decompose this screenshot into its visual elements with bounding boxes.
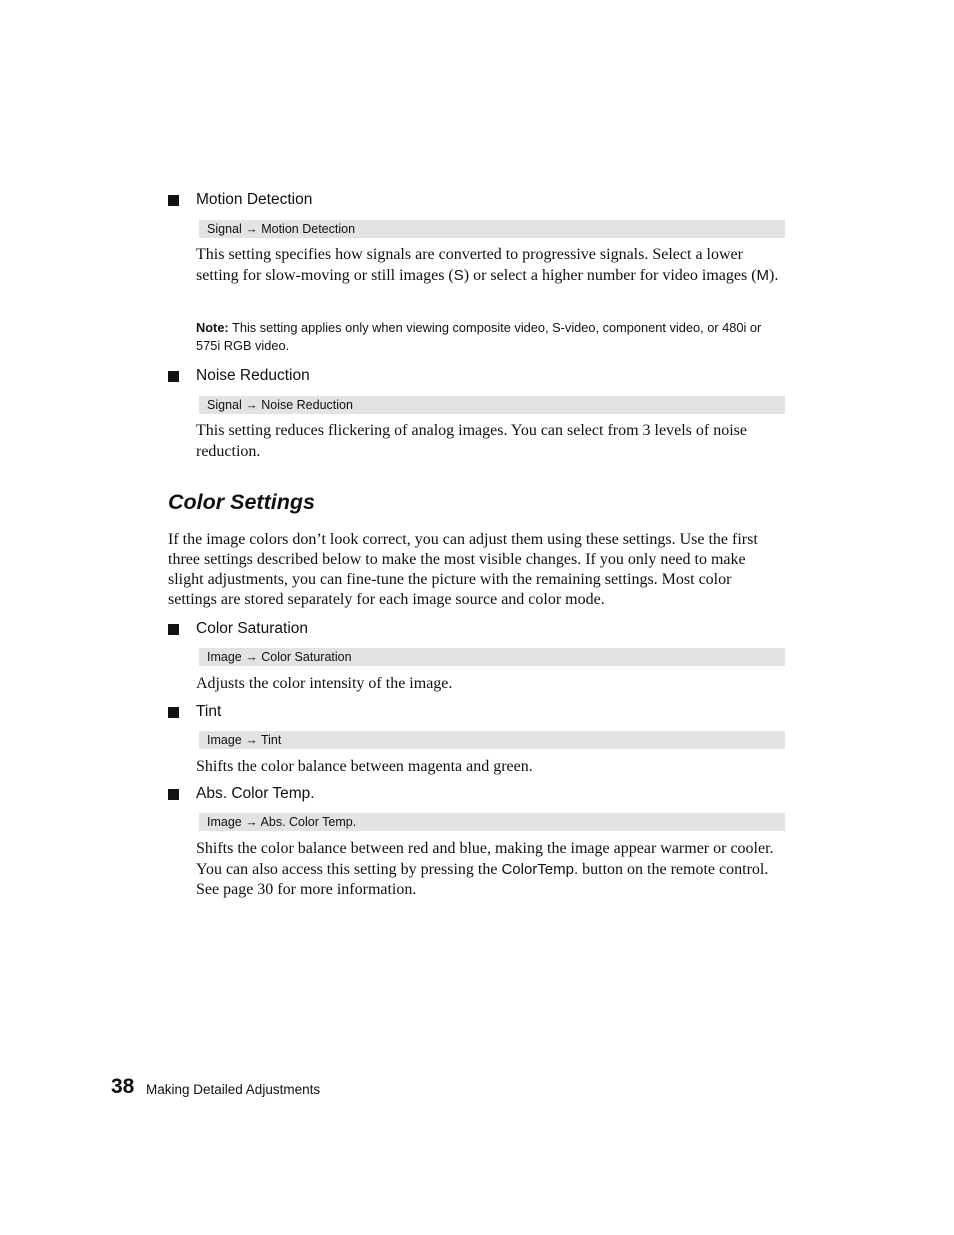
color-settings-intro: If the image colors don’t look correct, you can adjust them using these settings. Use the first three settings described below to make the most visible changes. If you only need to make slight adjustments, you can fine-tune the picture with the remaining settings. Most color settings are stored separately for each image source and color mode.: [168, 531, 758, 608]
motion-detection-label: Motion Detection: [196, 191, 313, 208]
menu-path-root: Signal: [207, 222, 242, 236]
bullet-icon: [168, 789, 179, 800]
description-text: Shifts the color balance between red and blue, making the image appear warmer or cooler. You can also access this setting by pressing the: [196, 840, 774, 878]
section-title: Color Settings: [168, 490, 315, 514]
motion-detection-heading: [168, 191, 312, 209]
bullet-icon: [168, 195, 179, 206]
setting-value-m: M: [756, 266, 770, 284]
description-text: ) or select a higher number for video images (: [463, 266, 757, 284]
abs-color-temp-label: Abs. Color Temp.: [196, 785, 315, 802]
description-text: button on the remote control. See page 30 for more information.: [196, 860, 769, 898]
chapter-title: Making Detailed Adjustments: [146, 1082, 321, 1097]
noise-reduction-description: This setting reduces flickering of analog images. You can select from 3 levels of noise reduction.: [196, 422, 747, 460]
menu-path-root: Image: [207, 733, 242, 747]
bullet-icon: [168, 371, 179, 382]
tint-menu-path: [199, 731, 785, 749]
menu-path-root: Image: [207, 815, 242, 829]
menu-path-item: Tint: [260, 733, 282, 747]
bullet-icon: [168, 707, 179, 718]
color-saturation-menu-path: [199, 648, 785, 666]
page-number: 38: [111, 1075, 135, 1098]
colortemp-button-name: ColorTemp.: [501, 860, 579, 878]
menu-path-item: Abs. Color Temp.: [260, 815, 357, 829]
color-saturation-heading: [168, 620, 308, 638]
menu-path-item: Color Saturation: [261, 650, 352, 664]
description-text: ).: [769, 266, 779, 284]
description-text: This setting specifies how signals are converted to progressive signals. Select a lower setting for slow-moving or still images (: [196, 246, 743, 284]
motion-detection-note: [196, 319, 788, 354]
motion-detection-description: [196, 245, 788, 286]
noise-reduction-heading: [168, 367, 310, 385]
arrow-right-icon: →: [245, 815, 258, 829]
color-saturation-label: Color Saturation: [196, 620, 309, 637]
abs-color-temp-menu-path: [199, 813, 785, 831]
tint-description: Shifts the color balance between magenta and green.: [196, 758, 533, 775]
menu-path-root: Signal: [207, 398, 242, 412]
menu-path-item: Noise Reduction: [261, 398, 353, 412]
noise-reduction-label: Noise Reduction: [196, 367, 310, 384]
abs-color-temp-description: [196, 839, 788, 901]
abs-color-temp-heading: [168, 785, 315, 803]
note-label: Note:: [196, 320, 229, 335]
arrow-right-icon: →: [245, 733, 258, 747]
note-text: This setting applies only when viewing composite video, S-video, component video, or 480i or 575i RGB video.: [196, 320, 762, 353]
color-saturation-description: Adjusts the color intensity of the image.: [196, 675, 453, 692]
menu-path-item: Motion Detection: [261, 222, 356, 236]
setting-value-s: S: [453, 266, 464, 284]
tint-heading: [168, 703, 221, 721]
motion-detection-menu-path: [199, 220, 785, 238]
arrow-right-icon: →: [245, 650, 258, 664]
bullet-icon: [168, 624, 179, 635]
arrow-right-icon: →: [245, 398, 258, 412]
arrow-right-icon: →: [245, 222, 258, 236]
tint-label: Tint: [196, 703, 222, 720]
menu-path-root: Image: [207, 650, 242, 664]
noise-reduction-menu-path: [199, 396, 785, 414]
